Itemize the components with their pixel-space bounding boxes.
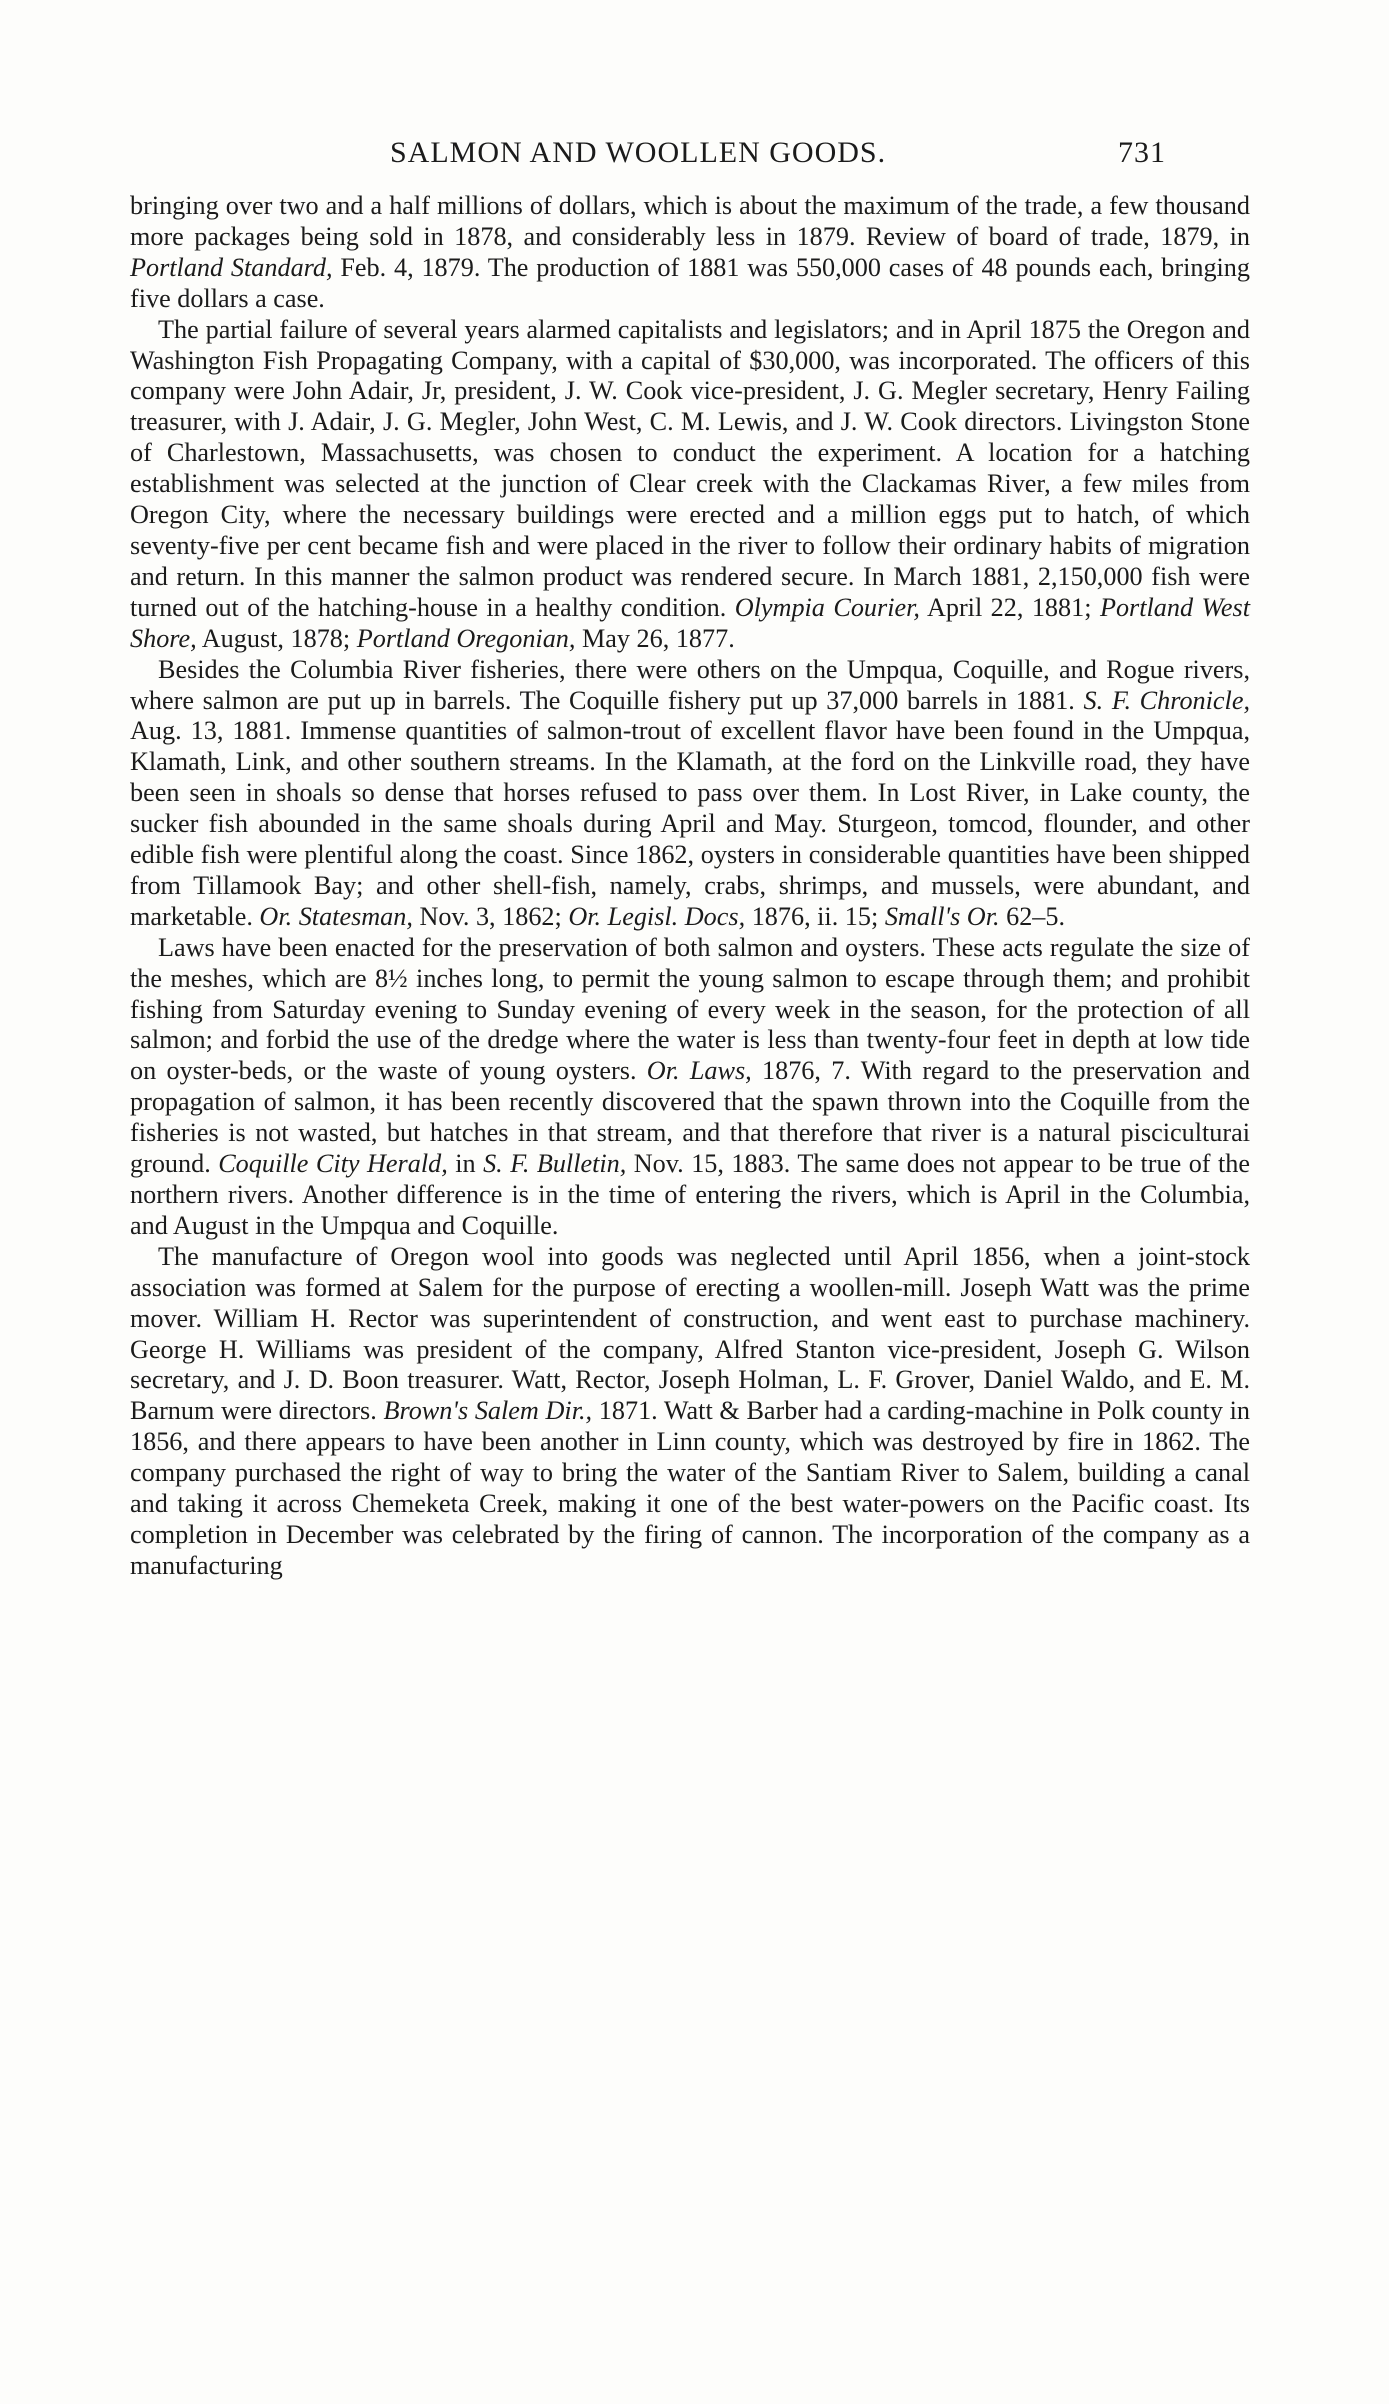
citation-italic: S. F. Bulletin,	[483, 1149, 627, 1179]
text-run: Aug. 13, 1881. Immense quantities of salmon-trout of excellent flavor have been found in the Umpqua, Klamath, Link, and other southern streams. In the Klamath, at the ford on the Linkville road, they have been seen in shoals so dense that horses refused to pass over them. In Lost River, in Lake county, the sucker fish abounded in the same shoals during April and May. Sturgeon, tomcod, flounder, and other edible fish were plentiful along the coast. Since 1862, oysters in considerable quantities have been shipped from Tillamook Bay; and other shell-fish, namely, crabs, shrimps, and mussels, were abundant, and marketable.	[130, 716, 1250, 931]
citation-italic: Or. Laws,	[646, 1056, 752, 1086]
paragraph	[130, 655, 1250, 933]
citation-italic: Small's Or.	[884, 901, 1000, 931]
body-text	[130, 191, 1250, 1582]
citation-italic: Portland Oregonian,	[356, 623, 576, 653]
citation-italic: Brown's Salem Dir.,	[383, 1396, 593, 1426]
citation-italic: Or. Legisl. Docs,	[568, 901, 746, 931]
page-header	[390, 136, 1166, 180]
text-run: 1876, ii. 15;	[745, 901, 885, 931]
text-run: The manufacture of Oregon wool into goods was neglected until April 1856, when a joint-stock association was formed at Salem for the purpose of erecting a woollen-mill. Joseph Watt was the prime mover. William H. Rector was superintendent of construction, and went east to purchase machinery. George H. Williams was president of the company, Alfred Stanton vice-president, Joseph G. Wilson secretary, and J. D. Boon treasurer. Watt, Rector, Joseph Holman, L. F. Grover, Daniel Waldo, and E. M. Barnum were directors.	[130, 1241, 1250, 1426]
text-run: Nov. 15, 1883. The same does not appear to be true of the northern rivers. Another difference is in the time of entering the rivers, which is April in the Columbia, and August in the Umpqua and Coquille.	[130, 1149, 1250, 1240]
page-number: 731	[1118, 136, 1166, 169]
text-run: The partial failure of several years alarmed capitalists and legislators; and in April 1875 the Oregon and Washington Fish Propagating Company, with a capital of $30,000, was incorporated. The officers of this company were John Adair, Jr, president, J. W. Cook vice-president, J. G. Megler secretary, Henry Failing treasurer, with J. Adair, J. G. Megler, John West, C. M. Lewis, and J. W. Cook directors. Livingston Stone of Charlestown, Massachusetts, was chosen to conduct the experiment. A location for a hatching establishment was selected at the junction of Clear creek with the Clackamas River, a few miles from Oregon City, where the necessary buildings were erected and a million eggs put to hatch, of which seventy-five per cent became fish and were placed in the river to follow their ordinary habits of migration and return. In this manner the salmon product was rendered secure. In March 1881, 2,150,000 fish were turned out of the hatching-house in a healthy condition.	[130, 314, 1250, 622]
text-run: 1871. Watt & Barber had a carding-machine in Polk county in 1856, and there appears to have been another in Linn county, which was destroyed by fire in 1862. The company purchased the right of way to bring the water of the Santiam River to Salem, building a canal and taking it across Chemeketa Creek, making it one of the best water-powers on the Pacific coast. Its completion in December was celebrated by the firing of cannon. The incorporation of the company as a manufacturing	[130, 1396, 1250, 1580]
text-run: bringing over two and a half millions of dollars, which is about the maximum of the trade, a few thousand more packages being sold in 1878, and considerably less in 1879. Review of board of trade, 1879, in	[130, 191, 1250, 251]
paragraph	[130, 933, 1250, 1242]
text-run: Feb. 4, 1879. The production of 1881 was 550,000 cases of 48 pounds each, bringing five dollars a case.	[130, 252, 1250, 313]
text-run: Nov. 3, 1862;	[412, 901, 569, 931]
text-run: in	[447, 1149, 484, 1179]
text-run: April 22, 1881;	[919, 592, 1100, 622]
citation-italic: Or. Statesman,	[259, 901, 413, 931]
paragraph	[130, 191, 1250, 315]
text-run: August, 1878;	[196, 623, 357, 653]
citation-italic: Coquille City Herald,	[218, 1149, 448, 1179]
text-run: 62–5.	[999, 901, 1066, 931]
text-run: Laws have been enacted for the preservation of both salmon and oysters. These acts regulate the size of the meshes, which are 8½ inches long, to permit the young salmon to escape through them; and prohibit fishing from Saturday evening to Sunday evening of every week in the season, for the protection of all salmon; and forbid the use of the dredge where the water is less than twenty-four feet in depth at low tide on oyster-beds, or the waste of young oysters.	[130, 932, 1250, 1086]
text-run: Besides the Columbia River fisheries, there were others on the Umpqua, Coquille, and Rogue rivers, where salmon are put up in barrels. The Coquille fishery put up 37,000 barrels in 1881.	[130, 654, 1250, 715]
text-run: 1876, 7. With regard to the preservation and propagation of salmon, it has been recently discovered that the spawn thrown into the Coquille from the fisheries is not wasted, but hatches in that stream, and that therefore that river is a natural pisciculturai ground.	[130, 1056, 1251, 1179]
paragraph	[130, 1242, 1250, 1582]
citation-italic: Portland Standard,	[130, 252, 333, 282]
citation-italic: Olympia Courier,	[734, 592, 920, 622]
citation-italic: S. F. Chronicle,	[1083, 685, 1250, 715]
paragraph	[130, 315, 1250, 655]
running-head: SALMON AND WOOLLEN GOODS.	[390, 136, 887, 169]
text-run: May 26, 1877.	[575, 623, 735, 653]
citation-italic: Portland West Shore,	[130, 592, 1251, 653]
